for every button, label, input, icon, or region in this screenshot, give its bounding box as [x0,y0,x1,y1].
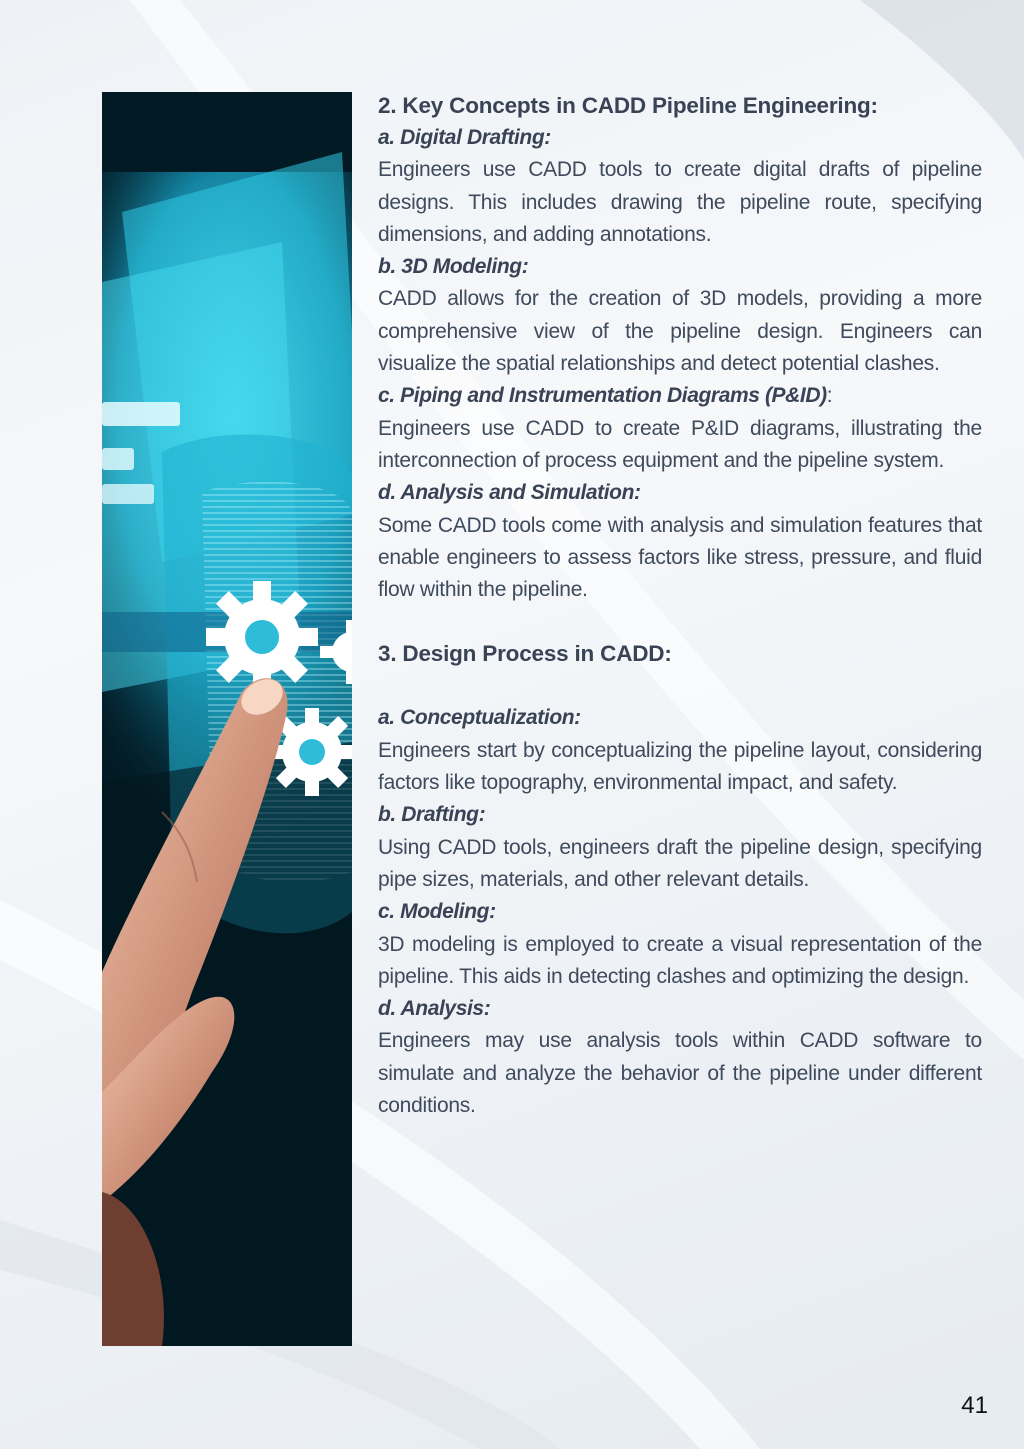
paragraph-pid: Engineers use CADD to create P&ID diagrams, illustrating the interconnection of process equipment and the pipeline system. [378,416,982,472]
paragraph-modeling: 3D modeling is employed to create a visual representation of the pipeline. This aids in detecting clashes and optimizing the design. [378,932,982,988]
paragraph-conceptualization: Engineers start by conceptualizing the pipeline layout, considering factors like topography, environmental impact, and safety. [378,738,982,795]
subheading-analysis: d. Analysis: [378,997,491,1021]
subheading-modeling: c. Modeling: [378,900,496,924]
subheading-conceptualization: a. Conceptualization: [378,706,581,730]
page-number: 41 [961,1392,988,1419]
subheading-3d-modeling: b. 3D Modeling: [378,255,529,279]
subheading-analysis-simulation: d. Analysis and Simulation: [378,481,641,505]
paragraph-3d-modeling: CADD allows for the creation of 3D models, providing a more comprehensive view of the pipeline design. Engineers can visualize the spatial relationships and detect potential clashes. [378,287,982,376]
paragraph-analysis: Engineers may use analysis tools within CADD software to simulate and analyze the behavior of the pipeline under different conditions. [378,1029,982,1118]
section-heading-key-concepts: 2. Key Concepts in CADD Pipeline Engineering: [378,93,878,118]
paragraph-digital-drafting: Engineers use CADD tools to create digital drafts of pipeline designs. This includes drawing the pipeline route, specifying dimensions, and adding annotations. [378,158,982,246]
subheading-digital-drafting: a. Digital Drafting: [378,126,551,149]
subheading-pid: c. Piping and Instrumentation Diagrams (P&ID): [378,384,833,408]
section-heading-design-process: 3. Design Process in CADD: [378,641,672,667]
paragraph-analysis-simulation: Some CADD tools come with analysis and simulation features that enable engineers to assess factors like stress, pressure, and fluid flow within the pipeline. [378,513,982,602]
paragraph-drafting: Using CADD tools, engineers draft the pipeline design, specifying pipe sizes, materials, and other relevant details. [378,835,982,891]
gears-touchscreen-icon [102,92,352,1346]
subheading-drafting: b. Drafting: [378,803,486,827]
hero-photo [102,92,352,1346]
article-content [378,90,982,1122]
